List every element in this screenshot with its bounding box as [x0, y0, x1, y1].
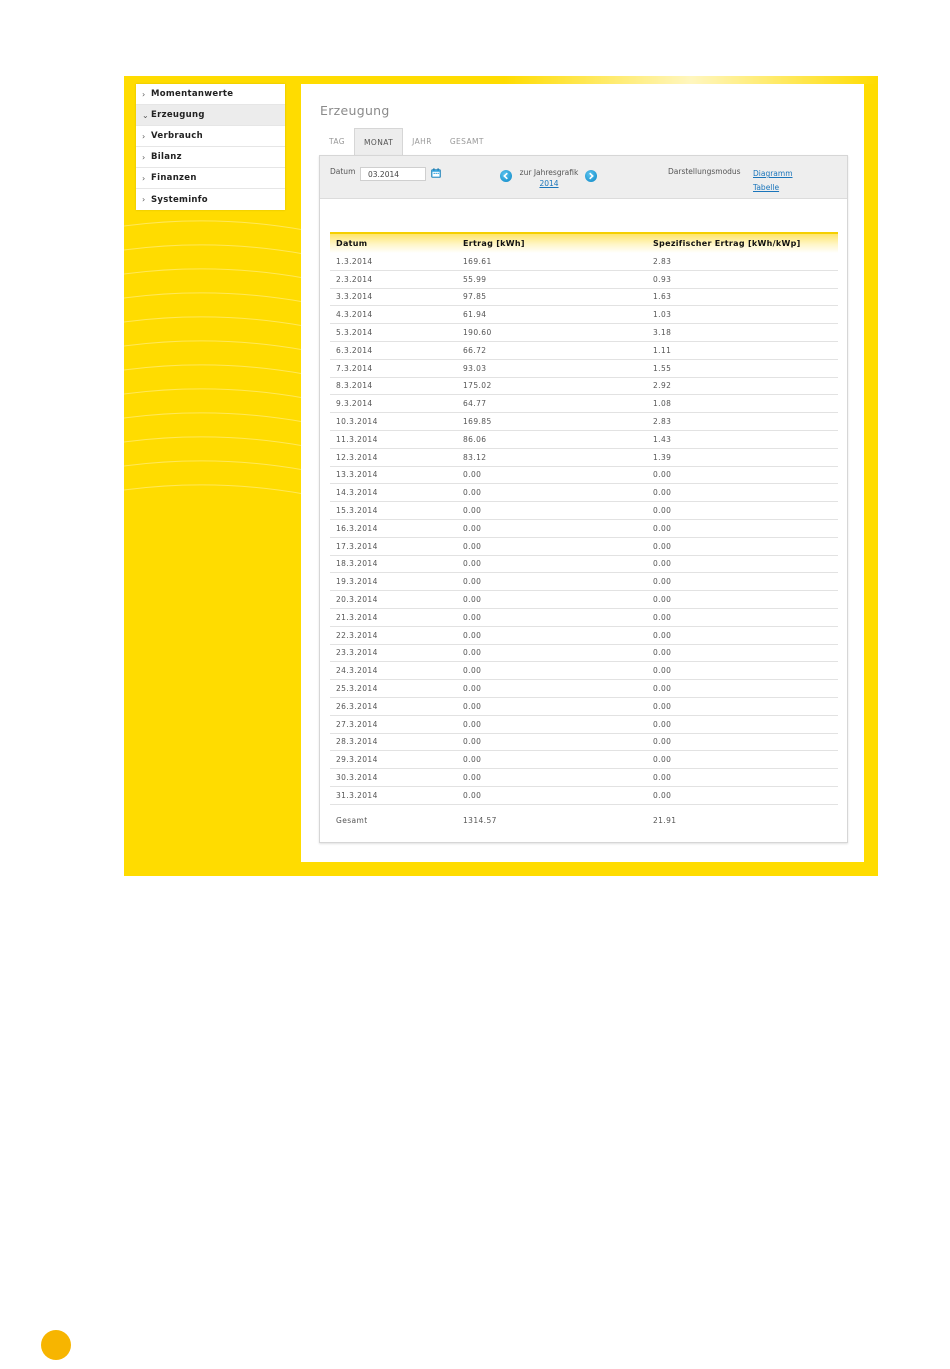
sidebar-item-label: Systeminfo: [151, 194, 208, 205]
table-total-row: [330, 804, 838, 837]
column-header-datum: Datum: [330, 233, 457, 253]
spezifisch-cell: 0.00: [647, 769, 838, 787]
table-row: [330, 448, 838, 466]
datum-cell: 8.3.2014: [330, 377, 457, 395]
ertrag-cell: 169.85: [457, 413, 647, 431]
table-row: [330, 270, 838, 288]
sidebar-item-label: Finanzen: [151, 173, 197, 183]
ertrag-cell: 0.00: [457, 502, 647, 520]
spezifisch-cell: 0.00: [647, 573, 838, 591]
year-chart-link-group: [514, 167, 584, 189]
table-body: [330, 253, 838, 837]
spezifisch-cell: 0.00: [647, 555, 838, 573]
sidebar-item-label: Erzeugung: [151, 110, 205, 120]
datum-cell: 19.3.2014: [330, 573, 457, 591]
spezifisch-cell: 1.43: [647, 430, 838, 448]
column-header-ertrag: Ertrag [kWh]: [457, 233, 647, 253]
background-waves: [124, 216, 304, 876]
ertrag-cell: 0.00: [457, 555, 647, 573]
datum-cell: 18.3.2014: [330, 555, 457, 573]
spezifisch-cell: 0.00: [647, 537, 838, 555]
table-row: [330, 413, 838, 431]
ertrag-cell: 93.03: [457, 359, 647, 377]
datum-cell: 2.3.2014: [330, 270, 457, 288]
datum-cell: 31.3.2014: [330, 786, 457, 804]
spezifisch-cell: 0.00: [647, 751, 838, 769]
ertrag-cell: 0.00: [457, 733, 647, 751]
tab-jahr[interactable]: JAHR: [412, 137, 432, 146]
sidebar-item-label: Momentanwerte: [151, 89, 234, 99]
frame-glow: [504, 76, 878, 84]
table-row: [330, 715, 838, 733]
ertrag-cell: 0.00: [457, 662, 647, 680]
calendar-icon[interactable]: [431, 168, 441, 178]
table-row: [330, 377, 838, 395]
ertrag-cell: 0.00: [457, 697, 647, 715]
table-row: [330, 306, 838, 324]
spezifisch-cell: 0.00: [647, 502, 838, 520]
sidebar-item-label: Bilanz: [151, 152, 182, 162]
datum-cell: 14.3.2014: [330, 484, 457, 502]
ertrag-cell: 66.72: [457, 341, 647, 359]
sidebar-item-bilanz[interactable]: [136, 147, 285, 168]
chevron-down-icon: ⌄: [142, 110, 150, 120]
datum-cell: 5.3.2014: [330, 324, 457, 342]
datum-cell: 1.3.2014: [330, 253, 457, 270]
ertrag-cell: 61.94: [457, 306, 647, 324]
ertrag-cell: 83.12: [457, 448, 647, 466]
ertrag-cell: 0.00: [457, 466, 647, 484]
tab-monat[interactable]: MONAT: [354, 128, 403, 156]
ertrag-cell: 0.00: [457, 519, 647, 537]
chevron-right-icon: ›: [142, 89, 146, 99]
spezifisch-cell: 0.00: [647, 484, 838, 502]
spezifisch-cell: 0.93: [647, 270, 838, 288]
sidebar-item-erzeugung[interactable]: [136, 105, 285, 126]
sidebar-item-systeminfo[interactable]: [136, 189, 285, 210]
table-row: [330, 502, 838, 520]
ertrag-cell: 55.99: [457, 270, 647, 288]
year-link[interactable]: 2014: [539, 179, 559, 188]
datum-cell: 4.3.2014: [330, 306, 457, 324]
spezifisch-cell: 0.00: [647, 662, 838, 680]
datum-cell: 24.3.2014: [330, 662, 457, 680]
tab-bar: [320, 128, 493, 156]
ertrag-cell: 0.00: [457, 591, 647, 609]
spezifisch-cell: 0.00: [647, 680, 838, 698]
table-row: [330, 769, 838, 787]
sidebar-item-momentanwerte[interactable]: [136, 84, 285, 105]
datum-cell: 27.3.2014: [330, 715, 457, 733]
table-row: [330, 359, 838, 377]
table-row: [330, 786, 838, 804]
main-panel: [301, 84, 864, 862]
spezifisch-cell: 3.18: [647, 324, 838, 342]
table-row: [330, 537, 838, 555]
total-label: Gesamt: [336, 816, 368, 826]
sidebar-item-verbrauch[interactable]: [136, 126, 285, 147]
ertrag-cell: 190.60: [457, 324, 647, 342]
spezifisch-cell: 2.92: [647, 377, 838, 395]
tab-gesamt[interactable]: GESAMT: [449, 137, 484, 146]
datum-cell: 22.3.2014: [330, 626, 457, 644]
ertrag-cell: 0.00: [457, 644, 647, 662]
arrow-right-icon[interactable]: [585, 170, 597, 182]
table-row: [330, 253, 838, 270]
sidebar-item-finanzen[interactable]: [136, 168, 285, 189]
spezifisch-cell: 0.00: [647, 626, 838, 644]
table-row: [330, 395, 838, 413]
chevron-right-icon: ›: [142, 195, 146, 204]
table-row: [330, 644, 838, 662]
datum-cell: 28.3.2014: [330, 733, 457, 751]
spezifisch-cell: 0.00: [647, 644, 838, 662]
sidebar-item-label: Verbrauch: [151, 131, 203, 141]
ertrag-cell: 0.00: [457, 608, 647, 626]
spezifisch-cell: 1.03: [647, 306, 838, 324]
datum-cell: 7.3.2014: [330, 359, 457, 377]
datum-cell: 16.3.2014: [330, 519, 457, 537]
total-spezifisch: 21.91: [653, 816, 677, 826]
table-header-row: [330, 233, 838, 253]
content-box: [319, 155, 848, 843]
sidebar-nav: [136, 84, 285, 210]
table-row: [330, 555, 838, 573]
column-header-spezifisch: Spezifischer Ertrag [kWh/kWp]: [647, 233, 838, 253]
total-ertrag: 1314.57: [463, 816, 497, 826]
table-row: [330, 608, 838, 626]
spezifisch-cell: 0.00: [647, 466, 838, 484]
chevron-right-icon: ›: [142, 173, 146, 183]
app-frame: [124, 76, 878, 876]
ertrag-cell: 175.02: [457, 377, 647, 395]
table-row: [330, 484, 838, 502]
datum-cell: 25.3.2014: [330, 680, 457, 698]
table-row: [330, 466, 838, 484]
datum-cell: 9.3.2014: [330, 395, 457, 413]
table-row: [330, 591, 838, 609]
table-row: [330, 573, 838, 591]
table-row: [330, 519, 838, 537]
spezifisch-cell: 1.63: [647, 288, 838, 306]
ertrag-cell: 64.77: [457, 395, 647, 413]
ertrag-cell: 0.00: [457, 573, 647, 591]
datum-cell: 23.3.2014: [330, 644, 457, 662]
datum-cell: 10.3.2014: [330, 413, 457, 431]
table-row: [330, 662, 838, 680]
data-table: [330, 232, 838, 837]
spezifisch-cell: 1.11: [647, 341, 838, 359]
mode-links: [753, 167, 793, 195]
datum-cell: 21.3.2014: [330, 608, 457, 626]
datum-cell: 13.3.2014: [330, 466, 457, 484]
chevron-right-icon: ›: [142, 152, 146, 162]
ertrag-cell: 0.00: [457, 537, 647, 555]
spezifisch-cell: 0.00: [647, 519, 838, 537]
mode-tabelle-link[interactable]: Tabelle: [753, 183, 780, 192]
datum-cell: 20.3.2014: [330, 591, 457, 609]
ertrag-cell: 169.61: [457, 253, 647, 270]
table-row: [330, 288, 838, 306]
mode-diagramm-link[interactable]: Diagramm: [753, 169, 793, 178]
chevron-right-icon: ›: [142, 131, 146, 141]
datum-label: Datum: [330, 167, 356, 176]
spezifisch-cell: 0.00: [647, 608, 838, 626]
datum-cell: 30.3.2014: [330, 769, 457, 787]
mode-label: Darstellungsmodus: [668, 167, 741, 176]
datum-cell: 17.3.2014: [330, 537, 457, 555]
spezifisch-cell: 1.08: [647, 395, 838, 413]
tab-tag[interactable]: TAG: [329, 137, 346, 146]
year-chart-label: zur Jahresgrafik: [519, 168, 579, 177]
ertrag-cell: 0.00: [457, 715, 647, 733]
datum-cell: 29.3.2014: [330, 751, 457, 769]
ertrag-cell: 0.00: [457, 626, 647, 644]
ertrag-cell: 0.00: [457, 751, 647, 769]
table-row: [330, 751, 838, 769]
table-row: [330, 697, 838, 715]
spezifisch-cell: 1.55: [647, 359, 838, 377]
datum-input[interactable]: 03.2014: [360, 167, 426, 181]
ertrag-cell: 0.00: [457, 786, 647, 804]
table-row: [330, 680, 838, 698]
table-row: [330, 324, 838, 342]
datum-cell: 11.3.2014: [330, 430, 457, 448]
ertrag-cell: 0.00: [457, 769, 647, 787]
spezifisch-cell: 1.39: [647, 448, 838, 466]
spezifisch-cell: 0.00: [647, 786, 838, 804]
page-title: Erzeugung: [320, 103, 390, 118]
spezifisch-cell: 0.00: [647, 591, 838, 609]
ertrag-cell: 0.00: [457, 680, 647, 698]
spezifisch-cell: 2.83: [647, 253, 838, 270]
page-marker-dot: [41, 1330, 71, 1360]
datum-cell: 15.3.2014: [330, 502, 457, 520]
controls-bar: [320, 156, 847, 199]
spezifisch-cell: 2.83: [647, 413, 838, 431]
spezifisch-cell: 0.00: [647, 697, 838, 715]
table-row: [330, 626, 838, 644]
datum-cell: 12.3.2014: [330, 448, 457, 466]
arrow-left-icon[interactable]: [500, 170, 512, 182]
table-row: [330, 430, 838, 448]
ertrag-cell: 97.85: [457, 288, 647, 306]
table-row: [330, 341, 838, 359]
spezifisch-cell: 0.00: [647, 715, 838, 733]
ertrag-cell: 0.00: [457, 484, 647, 502]
datum-cell: 26.3.2014: [330, 697, 457, 715]
ertrag-cell: 86.06: [457, 430, 647, 448]
table-row: [330, 733, 838, 751]
spezifisch-cell: 0.00: [647, 733, 838, 751]
datum-cell: 6.3.2014: [330, 341, 457, 359]
datum-cell: 3.3.2014: [330, 288, 457, 306]
